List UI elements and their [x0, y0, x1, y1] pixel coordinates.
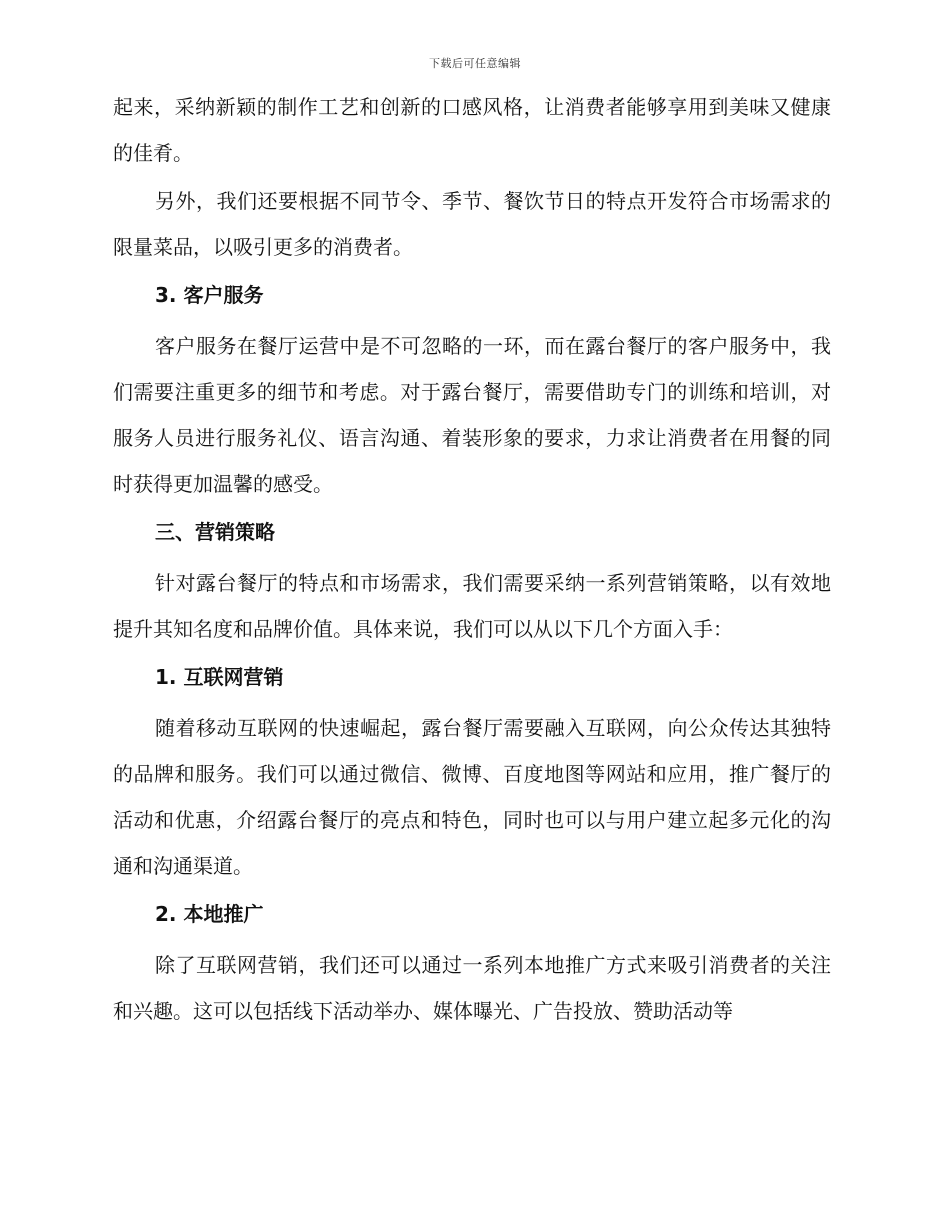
paragraph: 客户服务在餐厅运营中是不可忽略的一环，而在露台餐厅的客户服务中，我们需要注重更多的细节和考虑。对于露台餐厅，需要借助专门的训练和培训，对服务人员进行服务礼仪、语言沟通、着装形象的要求，力求让消费者在用餐的同时获得更加温馨的感受。: [113, 334, 831, 496]
section-heading: 3. 客户服务: [155, 283, 264, 307]
section-heading: 1. 互联网营销: [155, 665, 284, 689]
paragraph: 除了互联网营销，我们还可以通过一系列本地推广方式来吸引消费者的关注和兴趣。这可以包括线下活动举办、媒体曝光、广告投放、赞助活动等: [113, 953, 831, 1023]
section-heading: 2. 本地推广: [155, 902, 264, 926]
section-heading: 三、营销策略: [155, 520, 275, 544]
paragraph: 针对露台餐厅的特点和市场需求，我们需要采纳一系列营销策略，以有效地提升其知名度和品牌价值。具体来说，我们可以从以下几个方面入手：: [113, 571, 831, 641]
paragraph: 起来，采纳新颖的制作工艺和创新的口感风格，让消费者能够享用到美味又健康的佳肴。: [113, 95, 831, 165]
header-note: 下载后可任意编辑: [429, 57, 521, 70]
paragraph: 另外，我们还要根据不同节令、季节、餐饮节日的特点开发符合市场需求的限量菜品，以吸引更多的消费者。: [113, 189, 831, 259]
paragraph: 随着移动互联网的快速崛起，露台餐厅需要融入互联网，向公众传达其独特的品牌和服务。我们可以通过微信、微博、百度地图等网站和应用，推广餐厅的活动和优惠，介绍露台餐厅的亮点和特色，同时也可以与用户建立起多元化的沟通和沟通渠道。: [113, 716, 831, 878]
document-body: [113, 84, 831, 1036]
